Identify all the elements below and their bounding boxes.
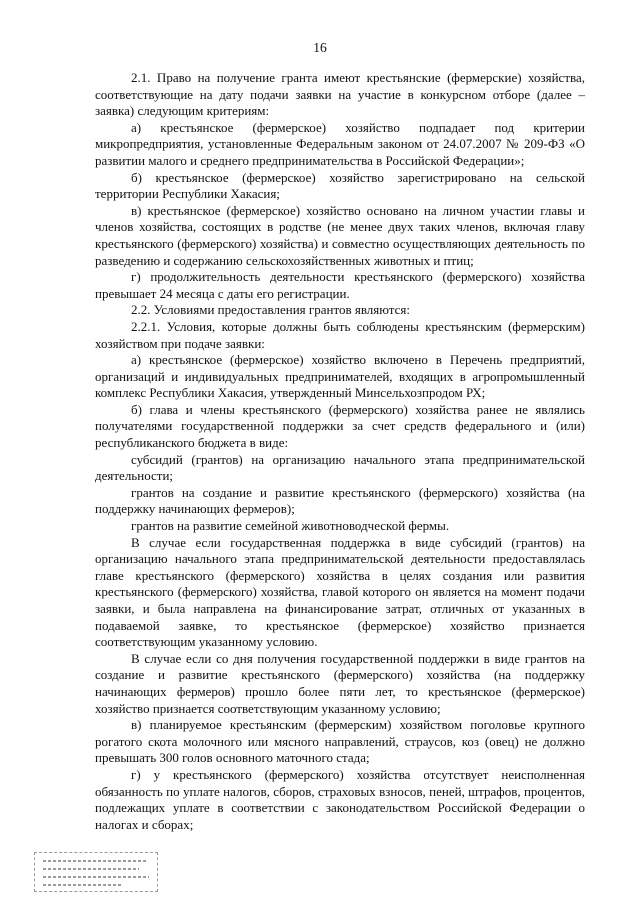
- support-type-grants-farm: грантов на создание и развитие крестьянского (фермерского) хозяйства (на поддержку начинающих фермеров);: [95, 484, 585, 517]
- exception-subsidies: В случае если государственная поддержка в виде субсидий (грантов) на организацию начального этапа предпринимательской деятельности предоставлялась главе крестьянского (фермерского) хозяйства в целях создания или развития крестьянского (фермерского) хозяйства, главой которого он является на момент подачи заявки, и была направлена на финансирование затрат, отличных от указанных в подаваемой заявке, то крестьянское (фермерское) хозяйство признается соответствующим указанному условию.: [95, 534, 585, 650]
- criterion-a: а) крестьянское (фермерское) хозяйство подпадает под критерии микропредприятия, установленные Федеральным законом от 24.07.2007 № 209-ФЗ «О развитии малого и среднего предпринимательства в Российской Федерации»;: [95, 119, 585, 168]
- criterion-v: в) крестьянское (фермерское) хозяйство основано на личном участии главы и членов хозяйства, состоящих в родстве (не менее двух таких членов, включая главу крестьянского (фермерского) хозяйства) и совместно осуществляющих деятельность по разведению и содержанию сельскохозяйственных животных и птиц;: [95, 202, 585, 268]
- criterion-b: б) крестьянское (фермерское) хозяйство зарегистрировано на сельской территории Республики Хакасия;: [95, 169, 585, 202]
- document-body: [95, 70, 585, 833]
- criterion-g: г) продолжительность деятельности крестьянского (фермерского) хозяйства превышает 24 месяца с даты его регистрации.: [95, 269, 585, 301]
- support-type-grants-family: грантов на развитие семейной животноводческой фермы.: [131, 518, 450, 534]
- support-type-subsidies: субсидий (грантов) на организацию начального этапа предпринимательской деятельности;: [95, 451, 585, 484]
- condition-b: б) глава и члены крестьянского (фермерского) хозяйства ранее не являлись получателями государственной поддержки за счет средств федерального и (или) республиканского бюджета в виде:: [95, 401, 585, 451]
- condition-g: г) у крестьянского (фермерского) хозяйства отсутствует неисполненная обязанность по уплате налогов, сборов, страховых взносов, пеней, штрафов, процентов, подлежащих уплате в соответствии с законодательством Российской Федерации о налогах и сборах;: [95, 766, 585, 832]
- paragraph-2-1: 2.1. Право на получение гранта имеют крестьянские (фермерские) хозяйства, соответствующие на дату подачи заявки на участие в конкурсном отборе (далее – заявка) следующим критериям:: [95, 70, 585, 119]
- faded-stamp: [34, 852, 158, 892]
- page-number: 16: [313, 40, 327, 55]
- condition-a: а) крестьянское (фермерское) хозяйство включено в Перечень предприятий, организаций и индивидуальных предпринимателей, входящих в агропромышленный комплекс Республики Хакасия, утвержденный Минсельхозпродом РХ;: [95, 352, 585, 401]
- condition-v: в) планируемое крестьянским (фермерским) хозяйством поголовье крупного рогатого скота молочного или мясного направлений, страусов, коз (овец) не должно превышать 300 голов основного маточного стада;: [95, 717, 585, 766]
- paragraph-2-2-1: 2.2.1. Условия, которые должны быть соблюдены крестьянским (фермерским) хозяйством при подаче заявки:: [95, 318, 585, 351]
- paragraph-2-2: 2.2. Условиями предоставления грантов являются:: [131, 302, 411, 318]
- exception-five-years: В случае если со дня получения государственной поддержки в виде грантов на создание и развитие крестьянского (фермерского) хозяйства (на поддержку начинающих фермеров) прошло более пяти лет, то крестьянское (фермерское) хозяйство признается соответствующим указанному условию;: [95, 650, 585, 716]
